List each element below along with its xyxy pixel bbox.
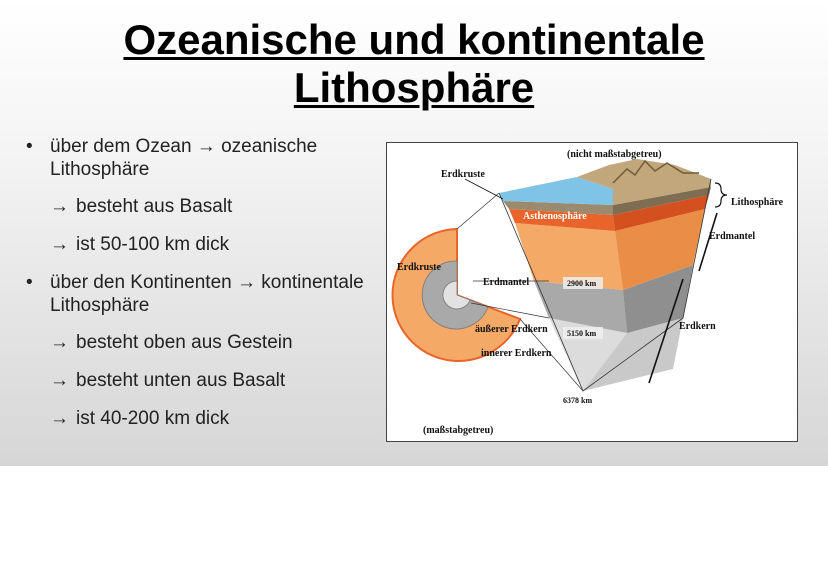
arrow-icon: →	[50, 196, 69, 217]
bullet-text-line-2: Lithosphäre	[50, 159, 150, 180]
earth-structure-diagram	[386, 142, 798, 442]
bullet-ocean	[22, 135, 402, 181]
title-line-2: Lithosphäre	[293, 64, 535, 111]
sub-item-text: ist 50-100 km dick	[76, 234, 230, 255]
label-to-scale: (maßstabgetreu)	[423, 425, 494, 436]
bullet-dot: •	[26, 136, 33, 157]
label-inner-core: innerer Erdkern	[481, 348, 552, 359]
sub-item	[22, 369, 402, 392]
sub-item	[22, 233, 402, 256]
slide-title	[0, 16, 828, 112]
bullet-continent	[22, 271, 402, 317]
sub-item	[22, 331, 402, 354]
scaled-earth-section	[393, 229, 520, 361]
label-depth-5150: 5150 km	[567, 329, 597, 338]
label-asthenosphere: Asthenosphäre	[523, 211, 587, 222]
bullet-text-line-1: über den Kontinenten → kontinentale	[50, 272, 364, 293]
sub-item-text: ist 40-200 km dick	[76, 408, 230, 429]
label-depth-6378: 6378 km	[563, 396, 593, 405]
label-crust-top: Erdkruste	[441, 169, 485, 180]
sub-item-text: besteht aus Basalt	[76, 196, 233, 217]
bullet-dot: •	[26, 272, 33, 293]
arrow-icon: →	[50, 234, 69, 255]
bullet-text-line-1: über dem Ozean → ozeanische	[50, 136, 318, 157]
arrow-icon: →	[50, 408, 69, 429]
sub-item	[22, 407, 402, 430]
label-core: Erdkern	[679, 321, 716, 332]
sub-item-text: besteht oben aus Gestein	[76, 332, 293, 353]
label-crust-left: Erdkruste	[397, 262, 441, 273]
earth-layers-svg	[387, 143, 798, 442]
arrow-icon: →	[50, 332, 69, 353]
crust-pointer	[465, 179, 503, 199]
sub-item	[22, 195, 402, 218]
title-line-1: Ozeanische und kontinentale	[123, 16, 705, 63]
bullet-list	[22, 135, 402, 445]
label-outer-core: äußerer Erdkern	[475, 324, 548, 335]
bullet-text-line-2: Lithosphäre	[50, 295, 150, 316]
arrow-icon: →	[50, 370, 69, 391]
label-mantle-left: Erdmantel	[483, 277, 530, 288]
label-not-to-scale: (nicht maßstabgetreu)	[567, 149, 662, 160]
inner-core-circle	[443, 281, 470, 309]
connector-line	[457, 193, 499, 229]
label-depth-2900: 2900 km	[567, 279, 597, 288]
label-lithosphere: Lithosphäre	[731, 197, 784, 208]
lithosphere-brace	[715, 183, 727, 207]
sub-item-text: besteht unten aus Basalt	[76, 370, 286, 391]
label-mantle-right: Erdmantel	[709, 231, 756, 242]
